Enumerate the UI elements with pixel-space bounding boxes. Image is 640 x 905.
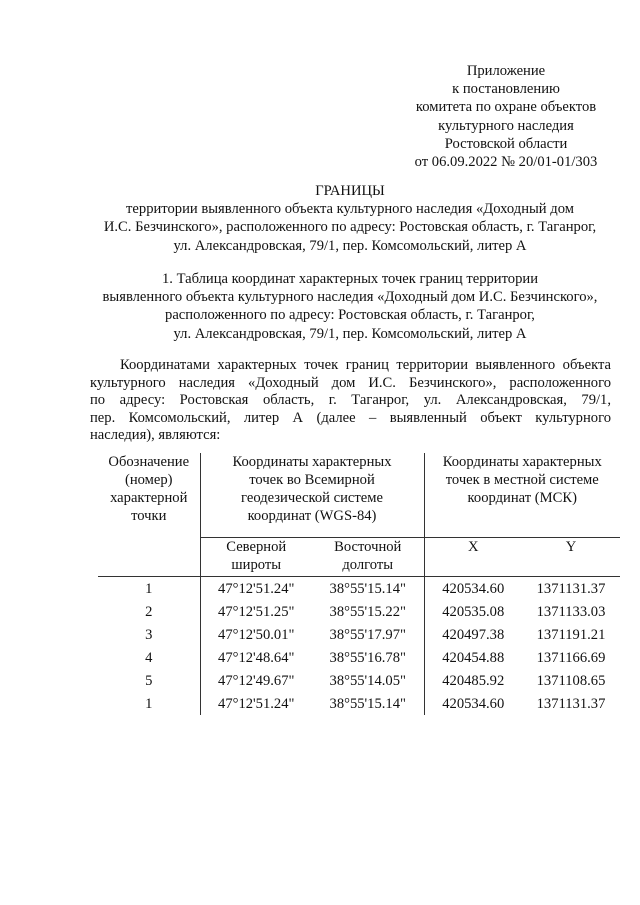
header-msk — [424, 453, 620, 538]
header-x: X — [424, 538, 522, 577]
cell-latitude: 47°12'51.25" — [218, 603, 295, 620]
header-text: широты — [231, 557, 282, 573]
coordinates-table — [98, 453, 620, 715]
header-text: долготы — [342, 557, 394, 573]
appendix-line: к постановлению — [452, 81, 560, 98]
document-heading — [80, 182, 620, 255]
appendix-line: от 06.09.2022 № 20/01-01/303 — [414, 154, 598, 171]
appendix-line: Приложение — [466, 63, 546, 79]
cell-latitude: 47°12'49.67" — [218, 672, 295, 689]
cell-y: 1371133.03 — [536, 603, 606, 620]
header-point-id — [98, 453, 200, 577]
cell-latitude: 47°12'51.24" — [218, 695, 295, 712]
table-row — [98, 623, 620, 646]
cell-x: 420534.60 — [442, 580, 505, 597]
cell-longitude: 38°55'14.05" — [312, 669, 424, 692]
cell-point: 2 — [98, 600, 200, 623]
table-row — [98, 600, 620, 623]
header-text: точки — [131, 508, 167, 524]
header-text: координат (МСК) — [467, 490, 577, 506]
cell-y: 1371191.21 — [536, 626, 606, 643]
cell-latitude: 47°12'50.01" — [218, 626, 295, 643]
header-wgs84 — [200, 453, 424, 538]
table-row — [98, 692, 620, 715]
cell-longitude: 38°55'15.22" — [312, 600, 424, 623]
cell-y: 1371166.69 — [536, 649, 606, 666]
header-text: точек в местной системе — [445, 472, 599, 488]
header-y: Y — [522, 538, 620, 577]
header-text: Восточной — [334, 539, 402, 555]
cell-latitude: 47°12'51.24" — [218, 580, 295, 597]
header-text: Северной — [226, 539, 287, 555]
appendix-block — [390, 62, 622, 171]
cell-y: 1371131.37 — [536, 695, 606, 712]
cell-x: 420485.92 — [442, 672, 505, 689]
cell-point: 4 — [98, 646, 200, 669]
section-line: расположенного по адресу: Ростовская область, г. Таганрог, — [165, 307, 535, 324]
table-row — [98, 646, 620, 669]
cell-point: 1 — [98, 577, 200, 601]
appendix-line: культурного наследия — [438, 117, 574, 134]
cell-point: 5 — [98, 669, 200, 692]
cell-longitude: 38°55'15.14" — [312, 692, 424, 715]
paragraph-line: культурного наследия «Доходный дом И.С. Безчинского», расположенного — [90, 374, 611, 391]
header-text: координат (WGS-84) — [247, 508, 377, 524]
header-latitude — [200, 538, 312, 577]
appendix-line: Ростовской области — [444, 135, 568, 152]
header-text: Обозначение — [108, 454, 190, 470]
cell-longitude: 38°55'15.14" — [312, 577, 424, 601]
paragraph-line: наследия), являются: — [90, 427, 221, 444]
cell-longitude: 38°55'17.97" — [312, 623, 424, 646]
table-row — [98, 669, 620, 692]
header-text: геодезической системе — [241, 490, 383, 506]
paragraph-line: по адресу: Ростовская область, г. Таганрог, ул. Александровская, 79/1, — [90, 392, 611, 409]
section-line: выявленного объекта культурного наследия «Доходный дом И.С. Безчинского», — [102, 289, 598, 306]
heading-title: ГРАНИЦЫ — [315, 183, 385, 199]
cell-x: 420535.08 — [442, 603, 505, 620]
header-text: Координаты характерных — [232, 454, 392, 470]
cell-point: 3 — [98, 623, 200, 646]
cell-y: 1371131.37 — [536, 580, 606, 597]
cell-y: 1371108.65 — [536, 672, 606, 689]
appendix-line: комитета по охране объектов — [415, 99, 597, 116]
cell-x: 420534.60 — [442, 695, 505, 712]
section-line: 1. Таблица координат характерных точек границ территории — [161, 271, 539, 287]
cell-longitude: 38°55'16.78" — [312, 646, 424, 669]
section-title — [80, 270, 620, 343]
body-paragraph — [90, 357, 611, 445]
section-line: ул. Александровская, 79/1, пер. Комсомольский, литер А — [173, 325, 527, 342]
table-row — [98, 577, 620, 601]
header-text: Координаты характерных — [442, 454, 602, 470]
header-text: (номер) — [124, 472, 173, 488]
paragraph-line: Координатами характерных точек границ территории выявленного объекта — [120, 357, 611, 373]
header-text: характерной — [110, 490, 188, 506]
heading-line: ул. Александровская, 79/1, пер. Комсомольский, литер А — [173, 237, 527, 254]
heading-line: территории выявленного объекта культурного наследия «Доходный дом — [126, 201, 574, 218]
heading-line: И.С. Безчинского», расположенного по адресу: Ростовская область, г. Таганрог, — [103, 219, 597, 236]
header-text: точек во Всемирной — [249, 472, 375, 488]
cell-x: 420454.88 — [442, 649, 505, 666]
cell-latitude: 47°12'48.64" — [218, 649, 295, 666]
header-longitude — [312, 538, 424, 577]
paragraph-line: пер. Комсомольский, литер А (далее – выявленный объект культурного — [90, 409, 611, 426]
cell-point: 1 — [98, 692, 200, 715]
cell-x: 420497.38 — [442, 626, 505, 643]
